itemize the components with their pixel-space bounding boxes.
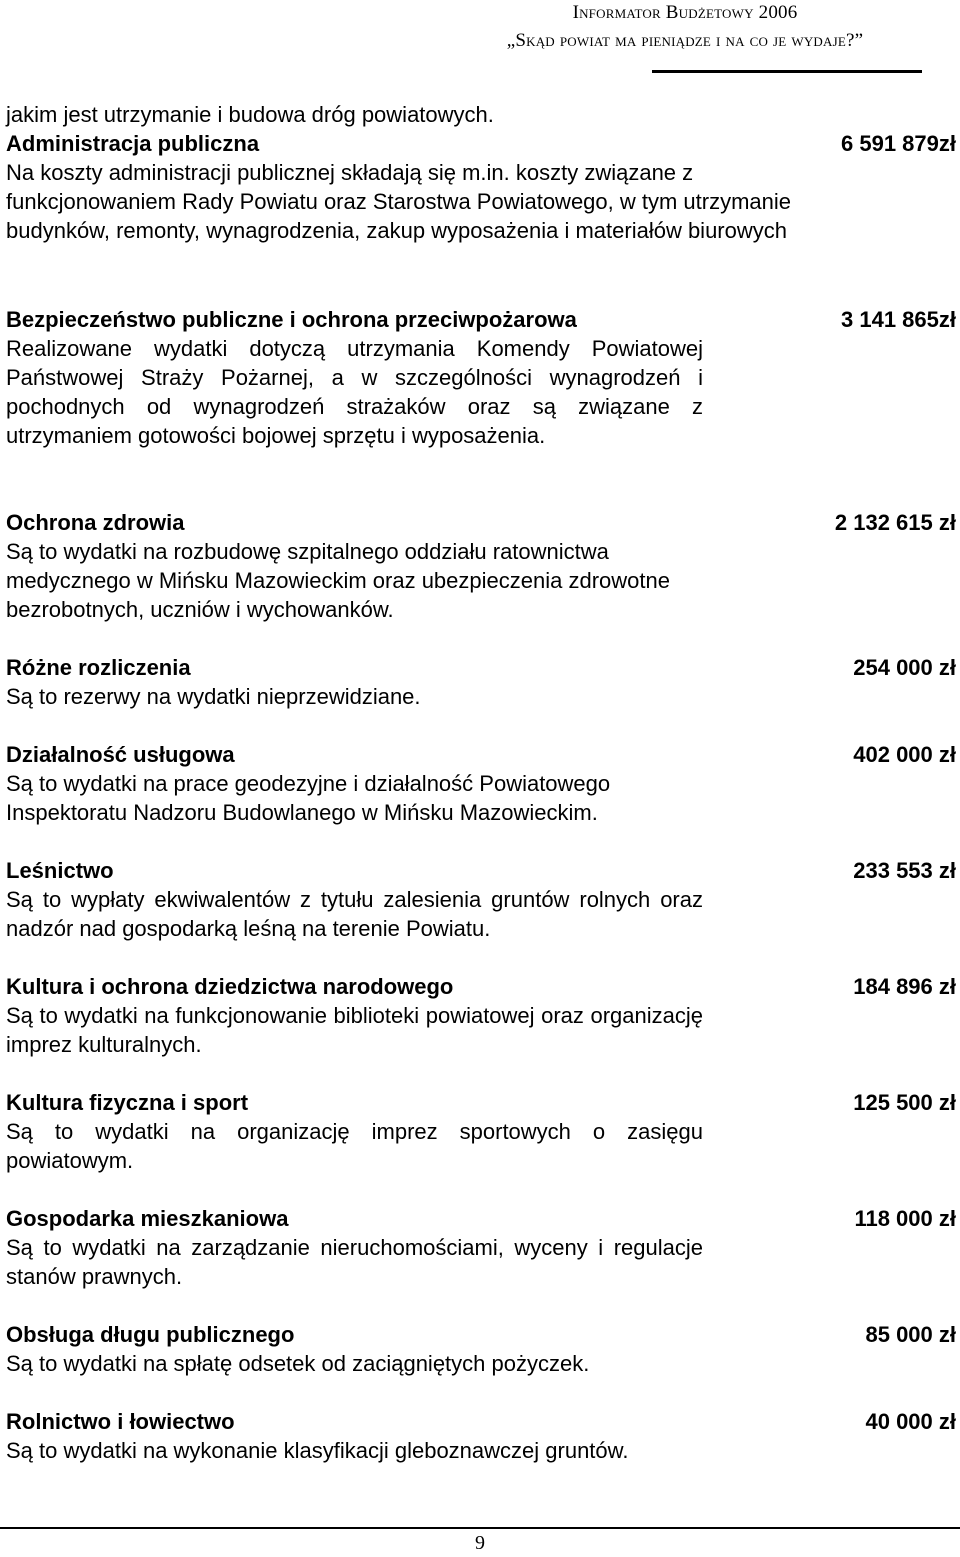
section-amount: 2 132 615 zł <box>834 510 956 535</box>
section-description: Są to wypłaty ekwiwalentów z tytułu zalesienia gruntów rolnych oraz nadzór nad gospodarką leśną na terenie Powiatu. <box>6 887 703 941</box>
section-amount: 40 000 zł <box>865 1409 956 1434</box>
section-title: Administracja publiczna <box>6 131 260 156</box>
section-rolnictwo <box>6 1407 956 1465</box>
section-title: Rolnictwo i łowiectwo <box>6 1409 235 1434</box>
section-description: Są to wydatki na spłatę odsetek od zaciągniętych pożyczek. <box>6 1351 590 1376</box>
section-lesnictwo <box>6 856 956 943</box>
section-amount: 402 000 zł <box>853 742 956 767</box>
section-amount: 125 500 zł <box>853 1090 956 1115</box>
section-obsluga-dlugu <box>6 1320 956 1378</box>
footer-rule <box>0 1527 960 1529</box>
section-description: Są to wydatki na wykonanie klasyfikacji gleboznawczej gruntów. <box>6 1438 629 1463</box>
section-gospodarka-mieszkaniowa <box>6 1204 956 1291</box>
section-description: Są to rezerwy na wydatki nieprzewidziane. <box>6 684 421 709</box>
section-bezpieczenstwo <box>6 305 956 450</box>
section-description: Są to wydatki na zarządzanie nieruchomościami, wyceny i regulacje stanów prawnych. <box>6 1235 703 1289</box>
section-title: Kultura fizyczna i sport <box>6 1090 249 1115</box>
section-description: Realizowane wydatki dotyczą utrzymania Komendy Powiatowej Państwowej Straży Pożarnej, a w szczególności wynagrodzeń i pochodnych od wynagrodzeń strażaków oraz są związane z utrzymaniem gotowości bojowej sprzętu i wyposażenia. <box>6 336 703 448</box>
section-amount: 85 000 zł <box>865 1322 956 1347</box>
page-number: 9 <box>475 1532 485 1554</box>
header-subtitle: „Skąd powiat ma pieniądze i na co je wydaje?” <box>506 30 864 51</box>
section-amount: 6 591 879zł <box>841 131 956 156</box>
section-title: Leśnictwo <box>6 858 114 883</box>
section-kultura-fizyczna <box>6 1088 956 1175</box>
section-description: Są to wydatki na prace geodezyjne i działalność Powiatowego Inspektoratu Nadzoru Budowlanego w Mińsku Mazowieckim. <box>6 771 611 825</box>
section-title: Gospodarka mieszkaniowa <box>6 1206 289 1231</box>
section-title: Bezpieczeństwo publiczne i ochrona przeciwpożarowa <box>6 307 577 332</box>
intro-text: jakim jest utrzymanie i budowa dróg powiatowych. <box>6 102 494 127</box>
section-title: Różne rozliczenia <box>6 655 191 680</box>
section-amount: 184 896 zł <box>853 974 956 999</box>
section-amount: 233 553 zł <box>853 858 956 883</box>
section-title: Działalność usługowa <box>6 742 235 767</box>
page-header <box>460 2 960 72</box>
section-description: Są to wydatki na organizację imprez sportowych o zasięgu powiatowym. <box>6 1119 703 1173</box>
section-title: Kultura i ochrona dziedzictwa narodowego <box>6 974 454 999</box>
section-description: Są to wydatki na funkcjonowanie biblioteki powiatowej oraz organizację imprez kulturalnych. <box>6 1003 703 1057</box>
section-amount: 3 141 865zł <box>841 307 956 332</box>
section-title: Ochrona zdrowia <box>6 510 185 535</box>
section-dzialalnosc-uslugowa <box>6 740 956 827</box>
section-description: Na koszty administracji publicznej składają się m.in. koszty związane z funkcjonowaniem Rady Powiatu oraz Starostwa Powiatowego, w tym utrzymanie budynków, remonty, wynagrodzenia, zakup wyposażenia i materiałów biurowych <box>6 160 792 243</box>
section-title: Obsługa długu publicznego <box>6 1322 295 1347</box>
section-amount: 254 000 zł <box>853 655 956 680</box>
section-kultura-dziedzictwo <box>6 972 956 1059</box>
header-rule <box>652 70 922 73</box>
section-amount: 118 000 zł <box>854 1206 956 1231</box>
section-rozne-rozliczenia <box>6 653 956 711</box>
section-administracja <box>6 129 956 245</box>
header-title: Informator Budżetowy 2006 <box>572 2 798 23</box>
section-ochrona-zdrowia <box>6 508 956 624</box>
section-description: Są to wydatki na rozbudowę szpitalnego oddziału ratownictwa medycznego w Mińsku Mazowieckim oraz ubezpieczenia zdrowotne bezrobotnych, uczniów i wychowanków. <box>6 539 670 622</box>
